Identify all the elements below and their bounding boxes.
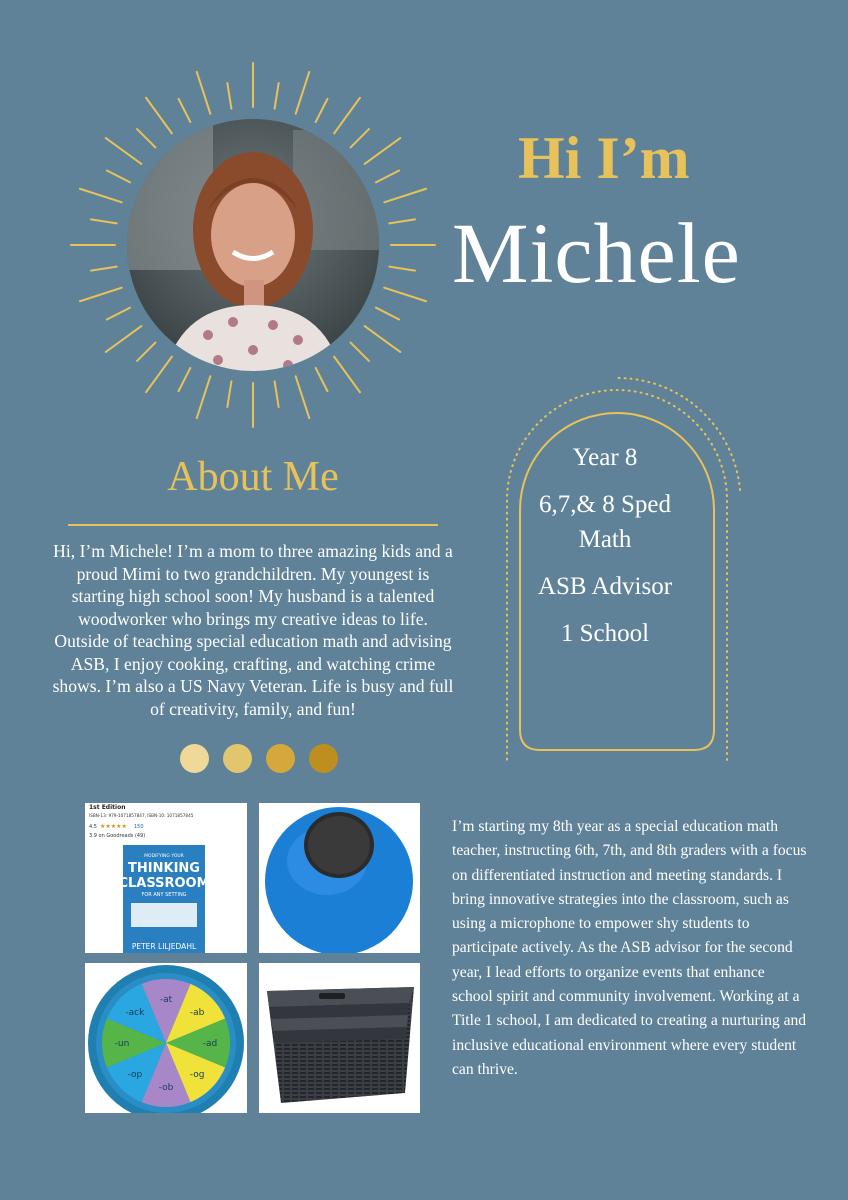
sun-ray — [384, 189, 426, 203]
sun-ray — [80, 189, 122, 203]
dot-4 — [309, 744, 338, 773]
info-year: Year 8 — [572, 444, 638, 471]
sun-ray — [365, 138, 401, 164]
sun-ray — [296, 376, 310, 418]
greeting-heading: Hi I’m — [518, 125, 690, 191]
spinner-label: -op — [127, 1070, 143, 1081]
dot-3 — [266, 744, 295, 773]
sun-ray — [227, 381, 231, 407]
svg-text:FOR ANY SETTING: FOR ANY SETTING — [141, 892, 187, 898]
sun-ray — [376, 171, 399, 183]
info-grades: 6,7,& 8 Sped — [539, 491, 671, 518]
sun-ray — [316, 99, 328, 122]
spinner-label: -og — [189, 1070, 205, 1081]
photo-ball — [259, 803, 420, 953]
sun-ray — [137, 129, 155, 147]
sun-ray — [107, 171, 130, 183]
portrait-photo — [118, 110, 388, 380]
info-list — [500, 443, 710, 666]
sun-ray — [227, 83, 231, 109]
sun-ray — [275, 83, 279, 109]
book-rating-count: 150 — [134, 824, 144, 830]
info-subject: Math — [578, 526, 632, 553]
color-dots — [180, 744, 340, 774]
svg-text:THINKING: THINKING — [128, 861, 200, 876]
sun-ray — [351, 343, 369, 361]
sun-ray — [365, 326, 401, 352]
spinner-label: -at — [159, 995, 173, 1005]
book-goodreads: 3.9 on Goodreads (49) — [89, 833, 146, 839]
sun-ray — [384, 288, 426, 302]
sun-ray — [389, 267, 415, 271]
sun-ray — [107, 308, 130, 320]
name-heading: Michele — [452, 205, 741, 301]
sun-ray — [316, 368, 328, 391]
book-author: PETER LILJEDAHL — [131, 942, 197, 951]
sun-ray — [146, 98, 172, 134]
about-heading: About Me — [167, 454, 339, 500]
sun-ray — [351, 129, 369, 147]
sun-ray — [296, 72, 310, 114]
info-school: 1 School — [560, 620, 650, 647]
spinner-label: -ad — [202, 1039, 218, 1049]
dot-2 — [223, 744, 252, 773]
photo-book — [85, 803, 247, 953]
sun-ray — [389, 219, 415, 223]
sun-ray — [275, 381, 279, 407]
sun-ray — [80, 288, 122, 302]
sun-ray — [179, 99, 191, 122]
sun-ray — [106, 326, 142, 352]
info-role: ASB Advisor — [537, 573, 673, 600]
about-divider — [68, 524, 438, 526]
book-edition: 1st Edition — [89, 804, 126, 811]
sunburst-portrait — [68, 60, 438, 430]
spinner-label: -ab — [189, 1007, 205, 1018]
sun-ray — [137, 343, 155, 361]
spinner-label: -un — [114, 1039, 130, 1049]
svg-text:MODIFYING YOUR: MODIFYING YOUR — [144, 854, 184, 859]
book-isbn: ISBN-13: 979-1071857847, ISBN-10: 1071857845 — [89, 813, 194, 818]
sun-ray — [376, 308, 399, 320]
spinner-label: -ack — [125, 1007, 145, 1018]
spinner-label: -ob — [158, 1083, 174, 1093]
photo-spinner — [85, 963, 247, 1113]
sun-ray — [334, 357, 360, 393]
sun-ray — [197, 376, 211, 418]
svg-text:CLASSROOM: CLASSROOM — [118, 876, 210, 891]
sun-ray — [91, 219, 117, 223]
sun-ray — [146, 357, 172, 393]
about-paragraph: Hi, I’m Michele! I’m a mom to three amazing kids and a proud Mimi to two grandchildren. My youngest is starting high school soon! My husband is a talented woodworker who brings my creative ideas to life. Outside of teaching special education math and advising ASB, I enjoy cooking, crafting, and watching crime shows. I’m also a US Navy Veteran. Life is busy and full of creativity, family, and fun! — [52, 541, 454, 719]
book-rating: 4.5 — [89, 824, 97, 830]
sun-ray — [334, 98, 360, 134]
dot-1 — [180, 744, 209, 773]
sun-ray — [106, 138, 142, 164]
bio-paragraph: I’m starting my 8th year as a special education math teacher, instructing 6th, 7th, and 8th graders with a focus on differentiated instruction and meeting standards. I bring innovative strategies into the classroom, such as using a microphone to empower shy students to participate actively. As the ASB advisor for the second year, I lead efforts to organize events that enhance school spirit and community involvement. Working at a Title 1 school, I am dedicated to creating a nurturing and inclusive educational environment where every student can thrive. — [452, 818, 807, 1078]
sun-ray — [91, 267, 117, 271]
photo-baskets — [259, 963, 420, 1113]
sun-ray — [179, 368, 191, 391]
sun-ray — [197, 72, 211, 114]
star-icons: ★★★★★ — [100, 823, 127, 830]
